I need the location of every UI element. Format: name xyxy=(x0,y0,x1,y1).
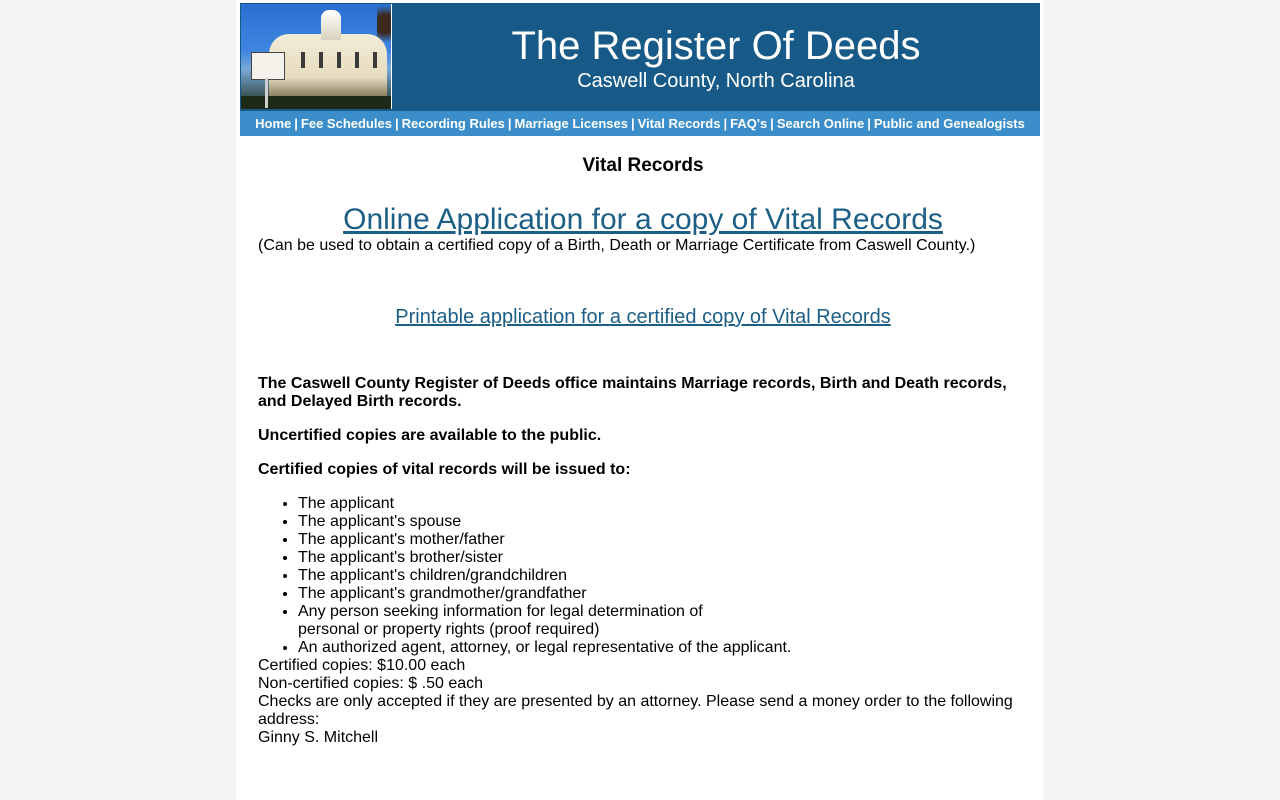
list-item: • An authorized agent, attorney, or legal representative of the applicant. xyxy=(298,639,1028,657)
nav-search-online[interactable]: Search Online xyxy=(776,116,865,131)
list-item xyxy=(298,603,1028,639)
list-item-line1: Any person seeking information for legal determination of xyxy=(298,603,703,620)
nav-marriage-licenses[interactable]: Marriage Licenses xyxy=(514,116,628,131)
list-item: • The applicant's brother/sister xyxy=(298,549,1028,567)
nav-separator: | xyxy=(630,116,635,131)
non-certified-fee: Non-certified copies: $ .50 each xyxy=(258,675,484,692)
photo-window xyxy=(301,52,305,68)
nav-vital-records[interactable]: Vital Records xyxy=(637,116,721,131)
photo-marker-post xyxy=(265,78,268,108)
address-name: Ginny S. Mitchell xyxy=(258,729,379,746)
online-application-note: (Can be used to obtain a certified copy of a Birth, Death or Marriage Certificate from Caswell County.) xyxy=(258,237,976,254)
nav-separator: | xyxy=(770,116,774,131)
photo-dome xyxy=(321,10,341,40)
nav-faqs[interactable]: FAQ's xyxy=(730,116,768,131)
photo-window xyxy=(337,52,341,68)
nav-separator: | xyxy=(867,116,871,131)
photo-window xyxy=(355,52,359,68)
nav-separator: | xyxy=(294,116,298,131)
uncertified-note: Uncertified copies are available to the public. xyxy=(258,427,602,444)
nav-home[interactable]: Home xyxy=(255,116,292,131)
main-content xyxy=(258,150,1028,747)
site-title: The Register Of Deeds xyxy=(511,24,921,68)
eligible-list xyxy=(258,495,1028,657)
main-nav xyxy=(240,111,1040,136)
nav-separator: | xyxy=(507,116,512,131)
list-item: • The applicant xyxy=(298,495,1028,513)
courthouse-photo xyxy=(241,4,392,109)
nav-separator: | xyxy=(394,116,399,131)
fees xyxy=(258,657,1028,693)
header-banner xyxy=(240,3,1040,111)
certified-fee: Certified copies: $10.00 each xyxy=(258,657,466,674)
photo-historical-marker xyxy=(251,52,285,80)
list-item: • The applicant's grandmother/grandfather xyxy=(298,585,1028,603)
site-subtitle: Caswell County, North Carolina xyxy=(577,70,855,92)
nav-public-genealogists[interactable]: Public and Genealogists xyxy=(873,116,1025,131)
photo-window xyxy=(319,52,323,68)
photo-ground xyxy=(241,96,391,109)
certified-heading: Certified copies of vital records will be issued to: xyxy=(258,461,631,478)
printable-application-link[interactable]: Printable application for a certified copy of Vital Records xyxy=(395,306,891,328)
list-item: • The applicant's children/grandchildren xyxy=(298,567,1028,585)
list-item: • The applicant's mother/father xyxy=(298,531,1028,549)
records-intro: The Caswell County Register of Deeds office maintains Marriage records, Birth and Death records, and Delayed Birth records. xyxy=(258,375,1007,410)
nav-separator: | xyxy=(723,116,728,131)
payment-note: Checks are only accepted if they are presented by an attorney. Please send a money order to the following address: xyxy=(258,693,1013,728)
list-item: • The applicant's spouse xyxy=(298,513,1028,531)
online-application-link[interactable]: Online Application for a copy of Vital Records xyxy=(343,203,943,236)
list-item-line2: personal or property rights (proof required) xyxy=(298,621,600,638)
photo-window xyxy=(373,52,377,68)
nav-fee-schedules[interactable]: Fee Schedules xyxy=(300,116,392,131)
photo-building xyxy=(269,34,387,96)
nav-recording-rules[interactable]: Recording Rules xyxy=(401,116,505,131)
page-title: Vital Records xyxy=(582,155,704,176)
page-container xyxy=(236,0,1043,800)
